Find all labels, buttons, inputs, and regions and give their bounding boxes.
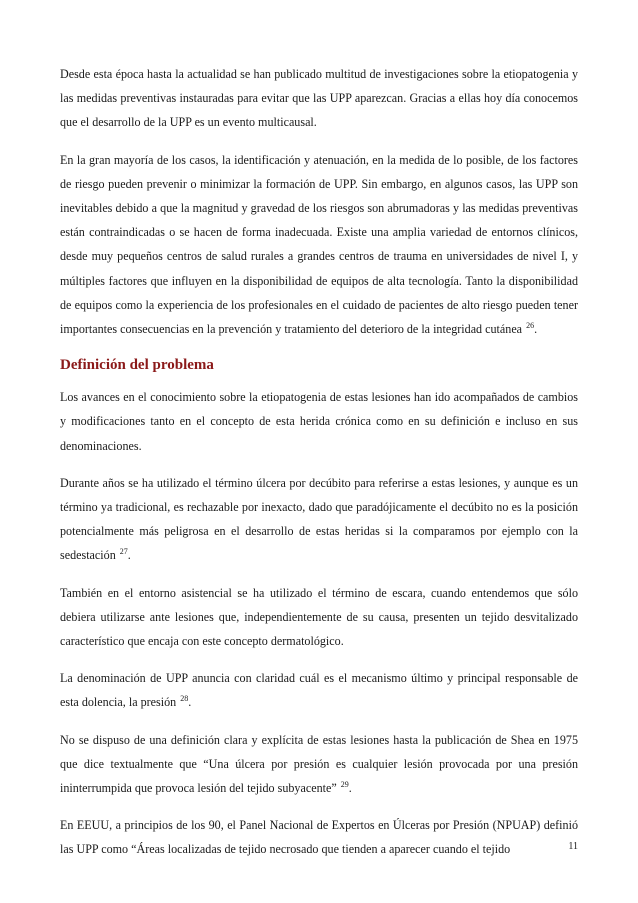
paragraph-8 <box>60 813 578 861</box>
paragraph-6-end: . <box>188 695 192 710</box>
paragraph-2-end: . <box>534 322 538 337</box>
citation-29: 29 <box>340 780 349 790</box>
paragraph-2-text: En la gran mayoría de los casos, la identificación y atenuación, en la medida de lo posible, de los factores de riesgo pueden prevenir o minimizar la formación de UPP. Sin embargo, en algunos casos, las UPP son inevitables debido a que la magnitud y gravedad de los riesgos son abrumadoras y las medidas preventivas están contraindicadas o se hacen de forma inadecuada. Existe una amplia variedad de entornos clínicos, desde muy pequeños centros de salud rurales a grandes centros de trauma en universidades de nivel I, y múltiples factores que influyen en la disponibilidad de equipos de alta tecnología. Tanto la disponibilidad de equipos como la experiencia de los profesionales en el cuidado de pacientes de alto riesgo pueden tener importantes consecuencias en la prevención y tratamiento del deterioro de la integridad cutánea <box>60 152 578 337</box>
paragraph-1 <box>60 62 578 135</box>
paragraph-7-text: No se dispuso de una definición clara y explícita de estas lesiones hasta la publicación de Shea en 1975 que dice textualmente que “Una úlcera por presión es cualquier lesión provocada por una presión ininterrumpida que provoca lesión del tejido subyacente” <box>60 732 578 796</box>
citation-27: 27 <box>119 547 128 557</box>
paragraph-4-text: Durante años se ha utilizado el término úlcera por decúbito para referirse a estas lesiones, y aunque es un término ya tradicional, es rechazable por inexacto, dado que paradójicamente el decúbito no es la posición potencialmente más peligrosa en el desarrollo de estas heridas si la comparamos por ejemplo con la sedestación <box>60 475 578 563</box>
paragraph-7 <box>60 728 578 801</box>
paragraph-6-text: La denominación de UPP anuncia con claridad cuál es el mecanismo último y principal responsable de esta dolencia, la presión <box>60 671 578 710</box>
paragraph-4-end: . <box>127 548 131 563</box>
paragraph-5-text: También en el entorno asistencial se ha utilizado el término de escara, cuando entendemos que sólo debiera utilizarse ante lesiones que, independientemente de su causa, presenten un tejido desvitalizado característico que encaja con este concepto dermatológico. <box>60 585 578 649</box>
paragraph-4 <box>60 471 578 568</box>
section-heading: Definición del problema <box>60 357 214 374</box>
paragraph-3 <box>60 385 578 458</box>
paragraph-2 <box>60 148 578 342</box>
page-number: 11 <box>568 841 578 852</box>
paragraph-5 <box>60 581 578 654</box>
citation-28: 28 <box>180 694 189 704</box>
page-body <box>60 62 578 875</box>
paragraph-1-text: Desde esta época hasta la actualidad se han publicado multitud de investigaciones sobre la etiopatogenia y las medidas preventivas instauradas para evitar que las UPP aparezcan. Gracias a ellas hoy día conocemos que el desarrollo de la UPP es un evento multicausal. <box>60 67 578 130</box>
paragraph-3-text: Los avances en el conocimiento sobre la etiopatogenia de estas lesiones han ido acompañados de cambios y modificaciones tanto en el concepto de esta herida crónica como en su definición e incluso en sus denominaciones. <box>60 390 578 453</box>
paragraph-7-end: . <box>348 781 352 796</box>
paragraph-8-text: En EEUU, a principios de los 90, el Panel Nacional de Expertos en Úlceras por Presión (NPUAP) definió las UPP como “Áreas localizadas de tejido necrosado que tienden a aparecer cuando el tejido <box>60 818 578 857</box>
citation-26: 26 <box>526 321 535 331</box>
paragraph-6 <box>60 666 578 714</box>
